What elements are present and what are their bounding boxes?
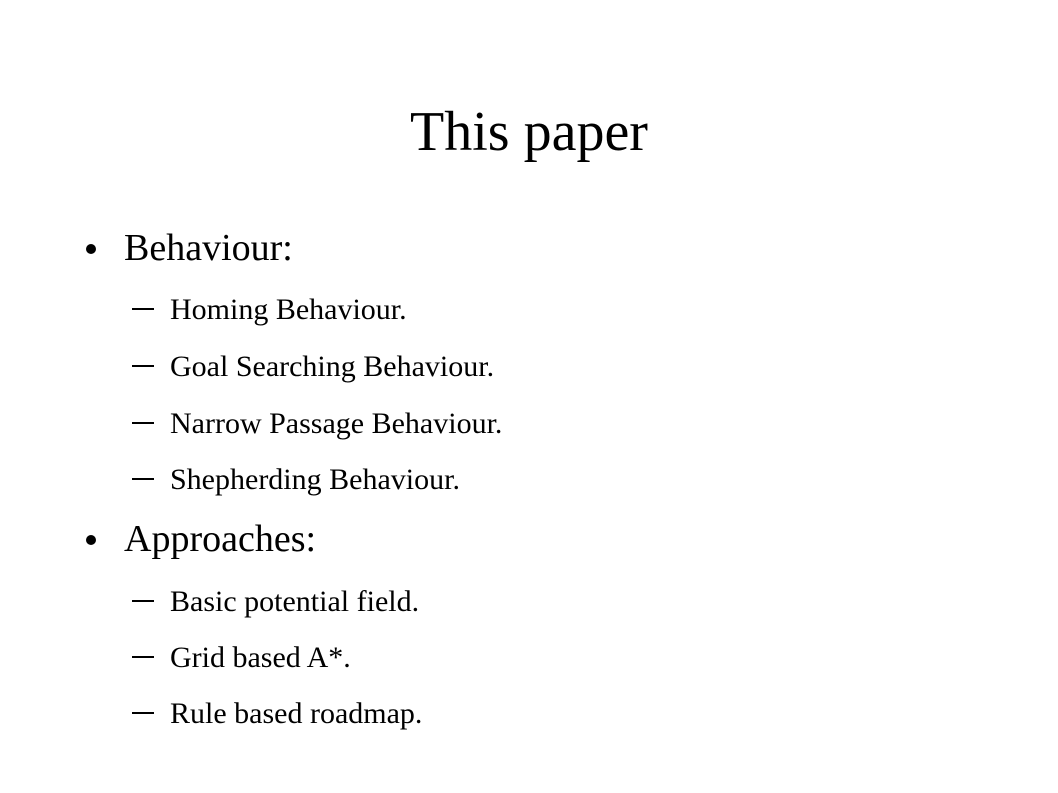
dash-bullet-icon xyxy=(132,422,154,424)
dash-bullet-icon xyxy=(132,600,154,602)
list-item-label: Basic potential field. xyxy=(170,585,420,618)
dash-bullet-icon xyxy=(132,478,154,480)
dash-bullet-icon xyxy=(132,308,154,310)
dash-bullet-icon xyxy=(132,712,154,714)
list-item-label: Shepherding Behaviour. xyxy=(170,463,460,496)
list-item-label: Rule based roadmap. xyxy=(170,697,423,730)
bullet-dot-icon xyxy=(86,244,96,254)
slide-title: This paper xyxy=(410,101,648,163)
section-heading: Approaches: xyxy=(124,518,317,560)
list-item-label: Goal Searching Behaviour. xyxy=(170,350,495,383)
dash-bullet-icon xyxy=(132,365,154,367)
list-item-label: Homing Behaviour. xyxy=(170,293,407,326)
list-item-label: Grid based A*. xyxy=(170,641,351,674)
list-item-label: Narrow Passage Behaviour. xyxy=(170,407,503,440)
dash-bullet-icon xyxy=(132,656,154,658)
section-heading: Behaviour: xyxy=(124,227,293,269)
bullet-dot-icon xyxy=(86,535,96,545)
